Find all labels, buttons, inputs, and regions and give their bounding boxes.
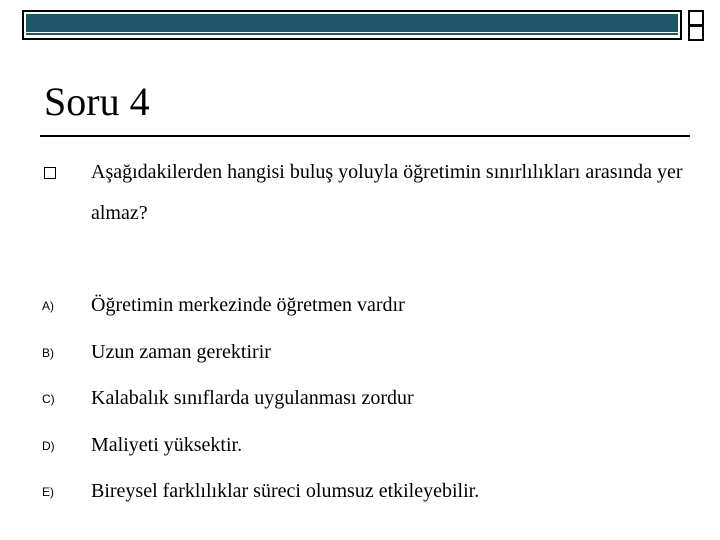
decoration-square-icon: [688, 10, 704, 26]
header-accent-band: [26, 14, 678, 32]
answer-option-a: [0, 292, 720, 322]
answer-option-e: [0, 478, 720, 508]
option-text: Uzun zaman gerektirir: [91, 341, 271, 363]
option-letter: E): [42, 485, 54, 499]
option-text: Öğretimin merkezinde öğretmen vardır: [91, 294, 405, 316]
title-divider: [40, 135, 690, 137]
decoration-square-icon: [688, 25, 704, 41]
option-letter: A): [42, 299, 54, 313]
question-text: Aşağıdakilerden hangisi buluş yoluyla öğretimin sınırlılıkları arasında yer almaz?: [91, 161, 683, 224]
header-decoration-bar: [22, 10, 682, 40]
option-text: Bireysel farklılıklar süreci olumsuz etkileyebilir.: [91, 480, 480, 502]
option-letter: D): [42, 439, 55, 453]
answer-option-d: [0, 432, 720, 462]
header-accent-line: [26, 33, 678, 35]
square-bullet-icon: [44, 167, 56, 179]
answer-option-b: [0, 339, 720, 369]
option-text: Maliyeti yüksektir.: [91, 434, 243, 456]
slide-title: Soru 4: [44, 79, 150, 124]
option-letter: C): [42, 392, 55, 406]
answer-option-c: [0, 385, 720, 415]
option-text: Kalabalık sınıflarda uygulanması zordur: [91, 387, 414, 409]
option-letter: B): [42, 346, 54, 360]
